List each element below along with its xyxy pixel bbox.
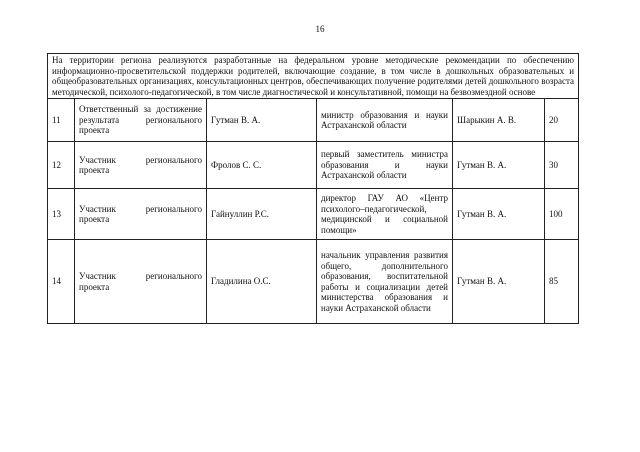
table-row: [48, 240, 579, 324]
position-cell: министр образования и науки Астраханской области: [317, 99, 453, 142]
name-cell: Гутман В. А.: [207, 99, 317, 142]
row-number: 12: [48, 142, 75, 189]
name-cell: Гладилина О.С.: [207, 240, 317, 324]
table-row: [48, 189, 579, 240]
participants-table: [47, 53, 579, 324]
page-number: 16: [315, 24, 325, 34]
table-row: [48, 99, 579, 142]
position-cell: первый заместитель министра образования и науки Астраханской области: [317, 142, 453, 189]
share-cell: 20: [545, 99, 579, 142]
name-cell: Фролов С. С.: [207, 142, 317, 189]
name-cell: Гайнуллин Р.С.: [207, 189, 317, 240]
share-cell: 30: [545, 142, 579, 189]
table-row: [48, 142, 579, 189]
share-cell: 100: [545, 189, 579, 240]
supervisor-cell: Гутман В. А.: [453, 189, 545, 240]
role-cell: Участник регионального проекта: [75, 142, 207, 189]
role-cell: Участник регионального проекта: [75, 240, 207, 324]
position-cell: директор ГАУ АО «Центр психолого–педагогической, медицинской и социальной помощи»: [317, 189, 453, 240]
supervisor-cell: Шарыкин А. В.: [453, 99, 545, 142]
row-number: 13: [48, 189, 75, 240]
role-cell: Ответственный за достижение результата регионального проекта: [75, 99, 207, 142]
row-number: 14: [48, 240, 75, 324]
share-cell: 85: [545, 240, 579, 324]
role-cell: Участник регионального проекта: [75, 189, 207, 240]
row-number: 11: [48, 99, 75, 142]
supervisor-cell: Гутман В. А.: [453, 142, 545, 189]
supervisor-cell: Гутман В. А.: [453, 240, 545, 324]
position-cell: начальник управления развития общего, дополнительного образования, воспитательной работы и социализации детей министерства образования и науки Астраханской области: [317, 240, 453, 324]
table-header-row: [48, 54, 579, 99]
section-header: На территории региона реализуются разработанные на федеральном уровне методические рекомендации по обеспечению информационно-просветительской поддержки родителей, включающие создание, в том числе в дошкольных образовательных и общеобразовательных организациях, консультационных центров, обеспечивающих получение родителями детей дошкольного возраста методической, психолого-педагогической, в том числе диагностической и консультативной, помощи на безвозмездной основе: [48, 54, 579, 99]
